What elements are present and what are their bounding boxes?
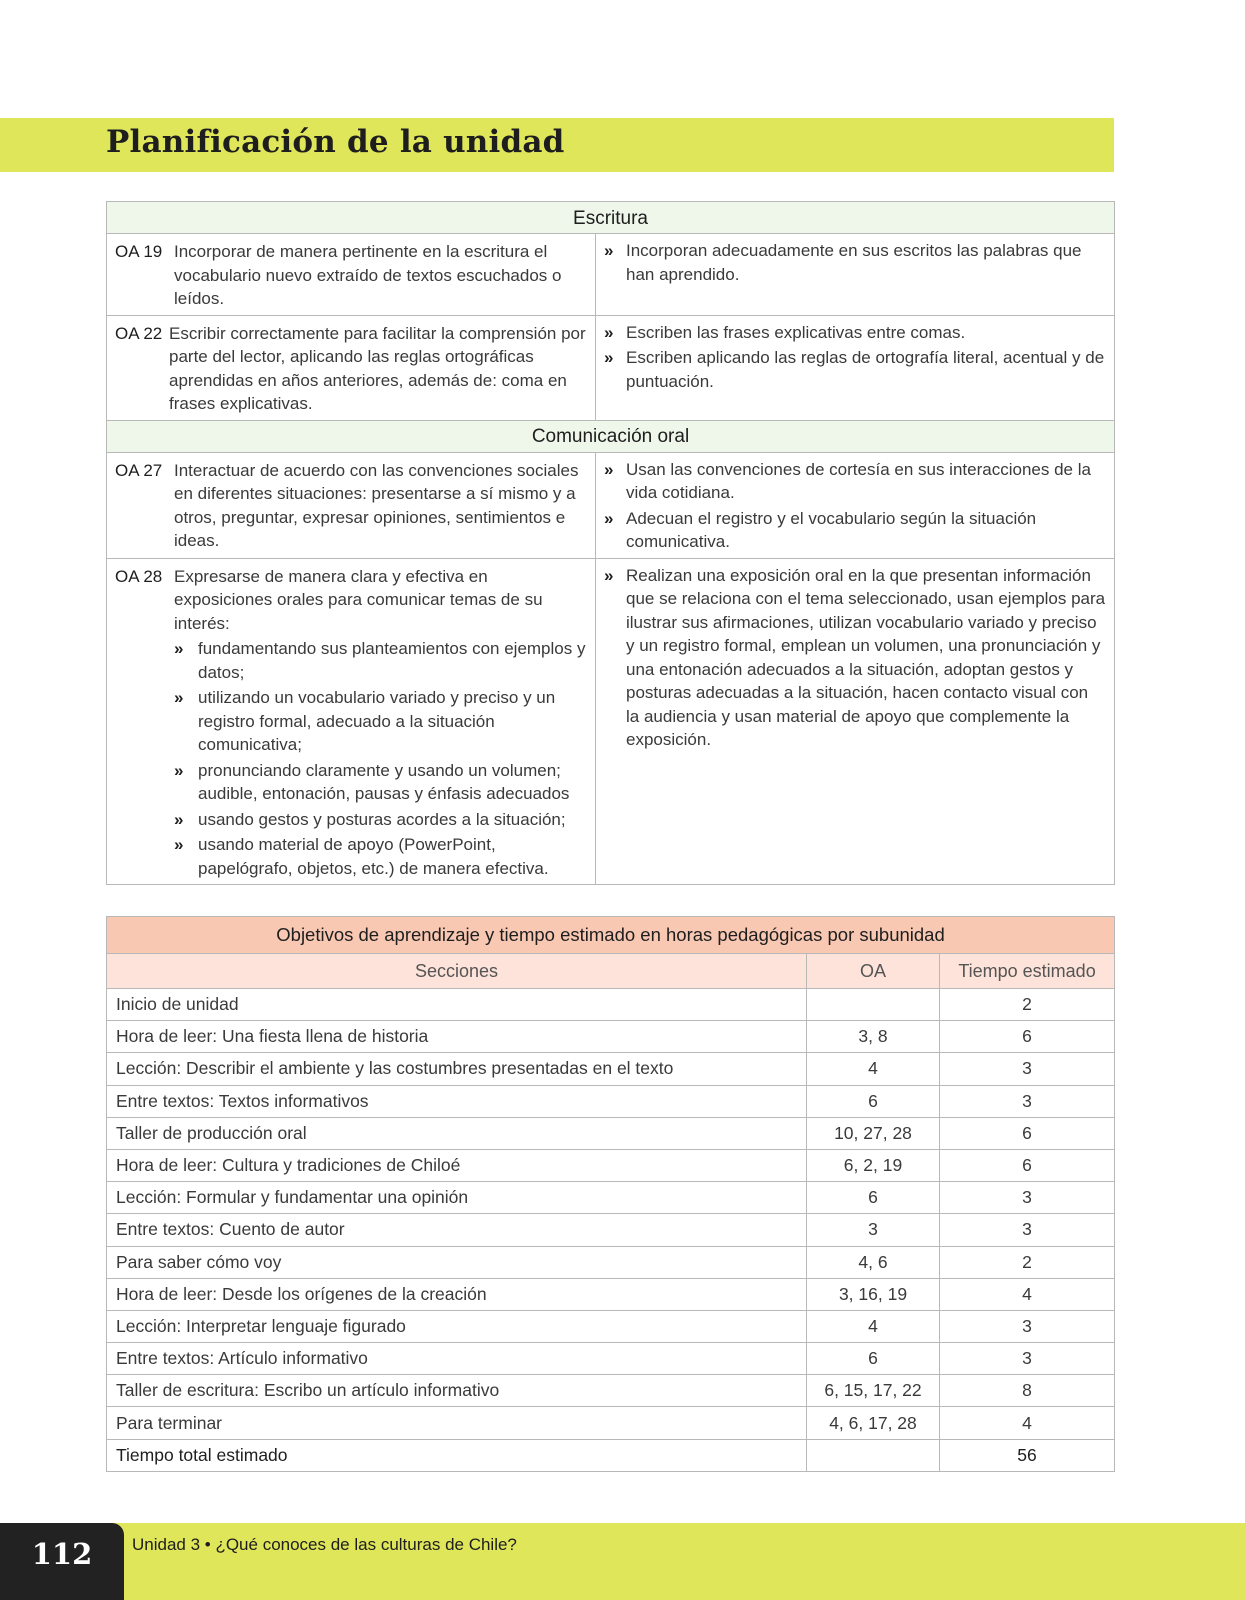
indicator-cell (596, 558, 1115, 885)
row-oa (807, 989, 940, 1021)
sub-item-text: pronunciando claramente y usando un volumen; audible, entonación, pausas y énfasis adecuados (198, 760, 570, 803)
oa-code: OA 28 (115, 566, 163, 586)
section-header-oral (107, 420, 1115, 452)
title-band (0, 118, 1114, 172)
row-section: Hora de leer: Cultura y tradiciones de Chiloé (107, 1149, 807, 1181)
bullet-icon: » (604, 348, 614, 367)
table-row (107, 1117, 1115, 1149)
row-oa: 6, 2, 19 (807, 1149, 940, 1181)
bullet-icon: » (174, 809, 184, 829)
bullet-icon: » (604, 508, 614, 528)
sub-item (174, 686, 587, 757)
indicator-cell (596, 234, 1115, 316)
section-label: Comunicación oral (107, 420, 1115, 452)
indicator-cell (596, 452, 1115, 558)
oa-description: Incorporar de manera pertinente en la escritura el vocabulario nuevo extraído de textos escuchados o leídos. (174, 242, 562, 308)
bullet-icon: » (174, 760, 184, 780)
bullet-icon: » (604, 322, 614, 342)
table-caption: Objetivos de aprendizaje y tiempo estimado en horas pedagógicas por subunidad (107, 917, 1115, 954)
bullet-icon: » (604, 565, 614, 585)
sub-item-text: fundamentando sus planteamientos con ejemplos y datos; (198, 639, 586, 682)
table-row (107, 989, 1115, 1021)
indicator-item (604, 507, 1106, 554)
indicator-text: Usan las convenciones de cortesía en sus interacciones de la vida cotidiana. (626, 459, 1091, 502)
oa-cell (107, 315, 596, 420)
oa-description: Interactuar de acuerdo con las convenciones sociales en diferentes situaciones: presentarse a sí mismo y a otros, preguntar, expresar opiniones, sentimientos e ideas. (174, 460, 579, 550)
row-oa: 3 (807, 1214, 940, 1246)
row-time: 3 (940, 1053, 1115, 1085)
sub-item (174, 808, 587, 832)
bullet-icon: » (604, 459, 614, 479)
oa-row-27 (107, 452, 1115, 558)
row-oa: 6 (807, 1343, 940, 1375)
oa-description: Escribir correctamente para facilitar la comprensión por parte del lector, aplicando las reglas ortográficas aprendidas en años anteriores, además de: coma en frases explicativas. (169, 323, 586, 413)
table-row (107, 1182, 1115, 1214)
row-oa: 3, 16, 19 (807, 1278, 940, 1310)
sub-item (174, 833, 587, 880)
oa-code: OA 22 (115, 323, 163, 343)
oa-cell (107, 452, 596, 558)
row-section: Para terminar (107, 1407, 807, 1439)
header-time: Tiempo estimado (940, 954, 1115, 989)
table-row (107, 1246, 1115, 1278)
row-time: 6 (940, 1021, 1115, 1053)
table-row (107, 1407, 1115, 1439)
indicator-item (604, 564, 1106, 752)
table-row (107, 1310, 1115, 1342)
page-number: 112 (31, 1537, 93, 1571)
row-time: 6 (940, 1149, 1115, 1181)
header-sections: Secciones (107, 954, 807, 989)
sub-item-text: usando gestos y posturas acordes a la situación; (198, 809, 566, 829)
table-row (107, 1085, 1115, 1117)
table-row (107, 1278, 1115, 1310)
table-row (107, 1214, 1115, 1246)
total-row (107, 1439, 1115, 1471)
oa-row-19 (107, 234, 1115, 316)
row-oa: 3, 8 (807, 1021, 940, 1053)
row-oa: 4 (807, 1053, 940, 1085)
row-time: 3 (940, 1085, 1115, 1117)
indicator-item (604, 239, 1106, 286)
planning-table (106, 201, 1115, 885)
table-row (107, 1149, 1115, 1181)
indicator-item (604, 346, 1106, 393)
footer-unit-title: Unidad 3 • ¿Qué conoces de las culturas de Chile? (132, 1535, 517, 1554)
header-oa: OA (807, 954, 940, 989)
row-section: Taller de producción oral (107, 1117, 807, 1149)
row-time: 3 (940, 1343, 1115, 1375)
row-oa: 4 (807, 1310, 940, 1342)
table-row (107, 1053, 1115, 1085)
oa-row-22 (107, 315, 1115, 420)
row-time: 4 (940, 1407, 1115, 1439)
oa-row-28 (107, 558, 1115, 885)
row-time: 3 (940, 1310, 1115, 1342)
indicator-text: Realizan una exposición oral en la que presentan información que se relaciona con el tema seleccionado, usan ejemplos para ilustrar sus afirmaciones, utilizan vocabulario variado y preciso y un registro formal, emplean un volumen, una pronunciación y una entonación adecuados a la situación, adoptan gestos y posturas adecuadas a la situación, hacen contacto visual con la audiencia y usan material de apoyo que complemente la exposición. (626, 565, 1106, 749)
total-label: Tiempo total estimado (107, 1439, 807, 1471)
indicator-text: Adecuan el registro y el vocabulario según la situación comunicativa. (626, 508, 1037, 551)
indicator-item (604, 458, 1106, 505)
row-section: Entre textos: Textos informativos (107, 1085, 807, 1117)
row-oa: 4, 6, 17, 28 (807, 1407, 940, 1439)
row-time: 8 (940, 1375, 1115, 1407)
indicator-cell (596, 315, 1115, 420)
row-oa: 6, 15, 17, 22 (807, 1375, 940, 1407)
table-header-row (107, 954, 1115, 989)
row-time: 4 (940, 1278, 1115, 1310)
total-oa (807, 1439, 940, 1471)
bullet-icon: » (174, 688, 184, 707)
bullet-icon: » (174, 639, 184, 658)
row-section: Entre textos: Cuento de autor (107, 1214, 807, 1246)
bullet-icon: » (604, 241, 614, 260)
page-number-box (0, 1523, 124, 1600)
oa-code: OA 27 (115, 460, 163, 480)
row-section: Lección: Interpretar lenguaje figurado (107, 1310, 807, 1342)
page-title: Planificación de la unidad (106, 124, 565, 160)
indicator-text: Escriben aplicando las reglas de ortografía literal, acentual y de puntuación. (626, 348, 1105, 391)
row-oa: 6 (807, 1182, 940, 1214)
row-oa: 6 (807, 1085, 940, 1117)
indicator-text: Escriben las frases explicativas entre comas. (626, 322, 966, 342)
section-header-escritura (107, 202, 1115, 234)
table-row (107, 1343, 1115, 1375)
section-label: Escritura (107, 202, 1115, 234)
oa-cell (107, 558, 596, 885)
row-section: Hora de leer: Desde los orígenes de la creación (107, 1278, 807, 1310)
sub-item (174, 759, 587, 806)
row-time: 3 (940, 1214, 1115, 1246)
indicator-item (604, 321, 1106, 345)
oa-code: OA 19 (115, 242, 163, 261)
table-caption-row (107, 917, 1115, 954)
total-time: 56 (940, 1439, 1115, 1471)
row-section: Entre textos: Artículo informativo (107, 1343, 807, 1375)
sub-item-text: usando material de apoyo (PowerPoint, papelógrafo, objetos, etc.) de manera efectiva. (198, 835, 549, 878)
sub-item-text: utilizando un vocabulario variado y preciso y un registro formal, adecuado a la situación comunicativa; (198, 688, 556, 754)
row-section: Lección: Formular y fundamentar una opinión (107, 1182, 807, 1214)
indicator-text: Incorporan adecuadamente en sus escritos las palabras que han aprendido. (626, 241, 1082, 284)
sub-item (174, 637, 587, 684)
table-row (107, 1021, 1115, 1053)
row-section: Para saber cómo voy (107, 1246, 807, 1278)
row-section: Taller de escritura: Escribo un artículo informativo (107, 1375, 807, 1407)
row-time: 2 (940, 989, 1115, 1021)
oa-description: Expresarse de manera clara y efectiva en exposiciones orales para comunicar temas de su interés: (174, 566, 543, 633)
row-section: Inicio de unidad (107, 989, 807, 1021)
bullet-icon: » (174, 835, 184, 854)
row-time: 6 (940, 1117, 1115, 1149)
row-section: Hora de leer: Una fiesta llena de historia (107, 1021, 807, 1053)
row-time: 3 (940, 1182, 1115, 1214)
row-time: 2 (940, 1246, 1115, 1278)
table-row (107, 1375, 1115, 1407)
row-oa: 10, 27, 28 (807, 1117, 940, 1149)
oa-cell (107, 234, 596, 316)
row-oa: 4, 6 (807, 1246, 940, 1278)
row-section: Lección: Describir el ambiente y las costumbres presentadas en el texto (107, 1053, 807, 1085)
time-table (106, 916, 1115, 1472)
